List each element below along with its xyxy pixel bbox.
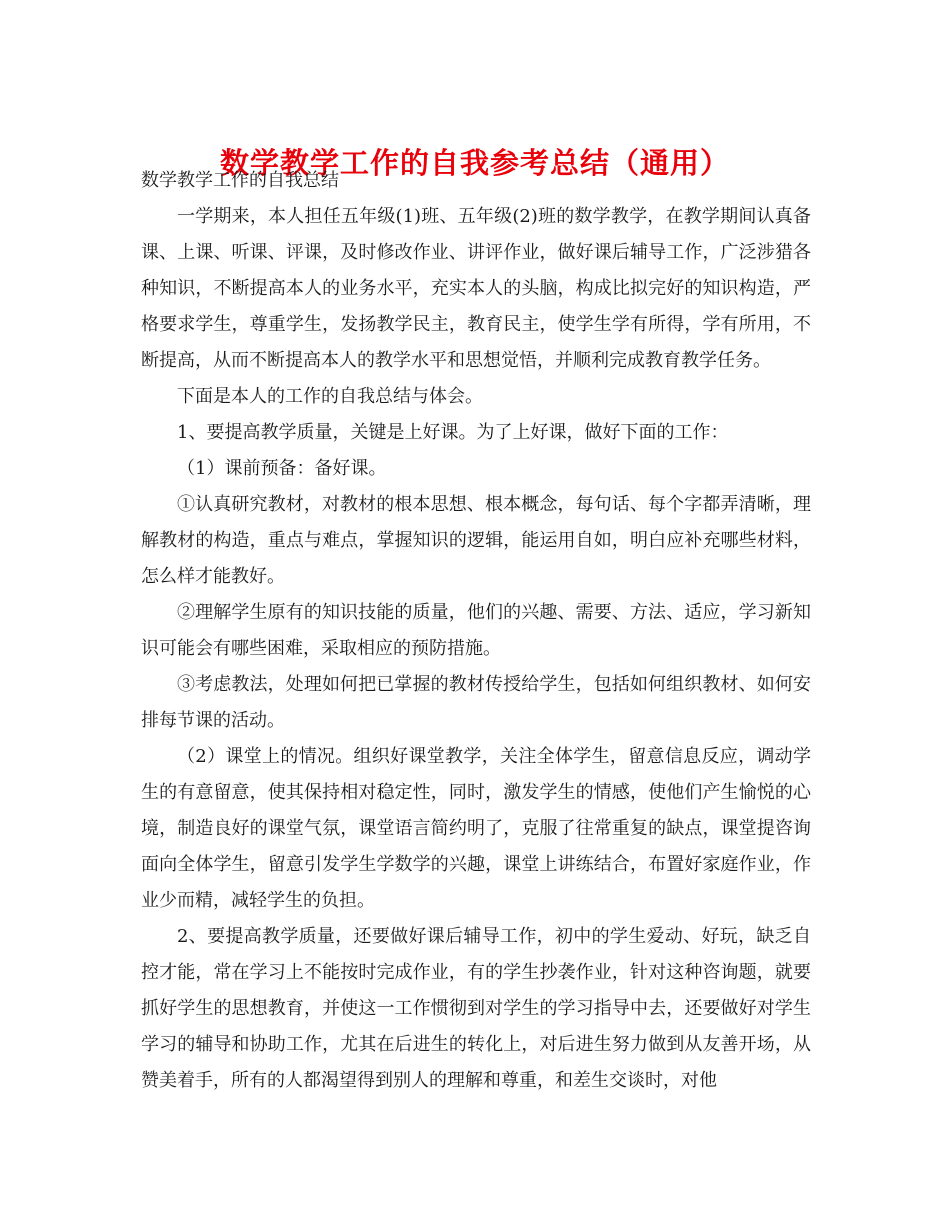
paragraph-point-1: 1、要提高教学质量，关键是上好课。为了上好课，做好下面的工作： xyxy=(177,422,729,443)
document-subtitle: 数学教学工作的自我总结 xyxy=(141,170,339,191)
paragraph-point-2: 2、要提高教学质量，还要做好课后辅导工作，初中的学生爱动、好玩，缺乏自控才能，常在学习上不能按时完成作业，有的学生抄袭作业，针对这种咨询题，就要抓好学生的思想教育，并使这一工作惯彻到对学生的学习指导中去，还要做好对学生学习的辅导和协助工作，尤其在后进生的转化上，对后进生努力做到从友善开场，从赞美着手，所有的人都渴望得到别人的理解和尊重，和差生交谈时，对他 xyxy=(141,926,811,1091)
document-body xyxy=(141,163,811,1099)
paragraph-summary-lead: 下面是本人的工作的自我总结与体会。 xyxy=(177,386,483,407)
paragraph-item-1: ①认真研究教材，对教材的根本思想、根本概念，每句话、每个字都弄清晰，理解教材的构造，重点与难点，掌握知识的逻辑，能运用自如，明白应补充哪些材料，怎么样才能教好。 xyxy=(141,494,811,587)
paragraph-subpoint-1: （1）课前预备：备好课。 xyxy=(177,458,387,479)
paragraph-subpoint-2: （2）课堂上的情况。组织好课堂教学，关注全体学生，留意信息反应，调动学生的有意留意，使其保持相对稳定性，同时，激发学生的情感，使他们产生愉悦的心境，制造良好的课堂气氛，课堂语言简约明了，克服了往常重复的缺点，课堂提咨询面向全体学生，留意引发学生学数学的兴趣，课堂上讲练结合，布置好家庭作业，作业少而精，减轻学生的负担。 xyxy=(141,746,811,911)
document-title: 数学教学工作的自我参考总结（通用） xyxy=(219,146,730,181)
paragraph-item-3: ③考虑教法，处理如何把已掌握的教材传授给学生，包括如何组织教材、如何安排每节课的活动。 xyxy=(141,674,811,731)
paragraph-intro: 一学期来，本人担任五年级(1)班、五年级(2)班的数学教学，在教学期间认真备课、上课、听课、评课，及时修改作业、讲评作业，做好课后辅导工作，广泛涉猎各种知识，不断提高本人的业务水平，充实本人的头脑，构成比拟完好的知识构造，严格要求学生，尊重学生，发扬教学民主，教育民主，使学生学有所得，学有所用，不断提高，从而不断提高本人的教学水平和思想觉悟，并顺利完成教育教学任务。 xyxy=(141,206,811,371)
paragraph-item-2: ②理解学生原有的知识技能的质量，他们的兴趣、需要、方法、适应，学习新知识可能会有哪些困难，采取相应的预防措施。 xyxy=(141,602,811,659)
